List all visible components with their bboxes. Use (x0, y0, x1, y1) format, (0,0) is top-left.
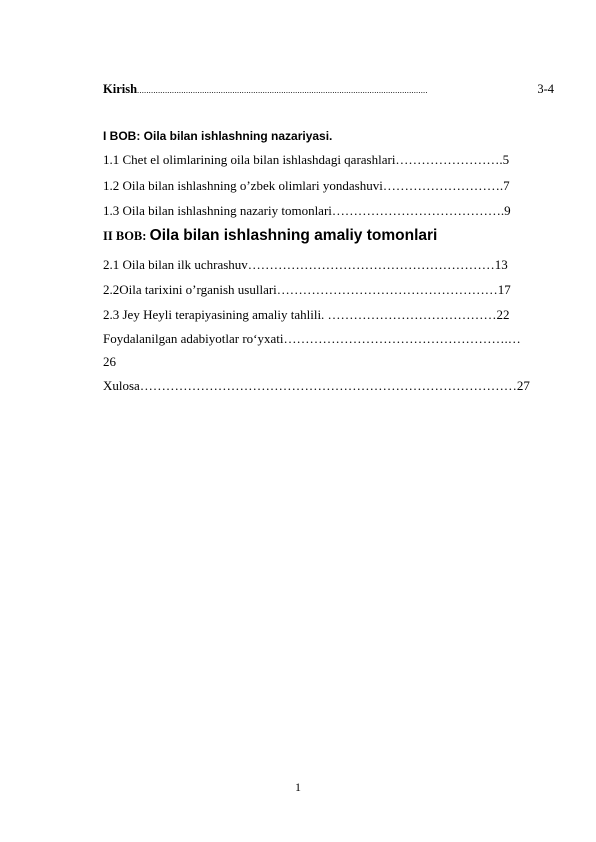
toc-item-1-3[interactable]: 1.3 Oila bilan ishlashning nazariy tomonlari………………………………….9 (103, 203, 511, 218)
toc-kirish-title: Kirish (103, 82, 138, 96)
toc-references-page: 26 (103, 354, 116, 369)
page-number: 1 (295, 780, 301, 794)
toc-item-2-2[interactable]: 2.2Oila tarixini o’rganish usullari……………………………………………17 (103, 282, 511, 297)
toc-chapter-2-label: II BOB: (103, 229, 147, 243)
toc-chapter-1-heading[interactable]: I BOB: Oila bilan ishlashning nazariyasi. (103, 129, 333, 143)
toc-item-2-1[interactable]: 2.1 Oila bilan ilk uchrashuv…………………………………………………13 (103, 257, 508, 272)
toc-item-1-2[interactable]: 1.2 Oila bilan ishlashning o’zbek olimlari yondashuvi……………………….7 (103, 178, 510, 193)
toc-chapter-2-heading[interactable] (103, 228, 437, 244)
toc-item-2-3[interactable]: 2.3 Jey Heyli terapiyasining amaliy tahlili. …………………………………22 (103, 307, 510, 322)
toc-chapter-2-title: Oila bilan ishlashning amaliy tomonlari (149, 227, 438, 244)
toc-kirish-leader: ............................................................................................................................. (137, 85, 428, 95)
toc-kirish-pages: 3-4 (537, 82, 554, 96)
toc-item-1-1[interactable]: 1.1 Chet el olimlarining oila bilan ishlashdagi qarashlari…………………….5 (103, 152, 510, 167)
toc-entry-xulosa[interactable]: Xulosa……………………………………………………………………………27 (103, 378, 530, 393)
toc-entry-references[interactable]: Foydalanilgan adabiyotlar ro‘yxati…………………………………………….… (103, 331, 521, 346)
toc-entry-kirish[interactable] (103, 81, 554, 98)
